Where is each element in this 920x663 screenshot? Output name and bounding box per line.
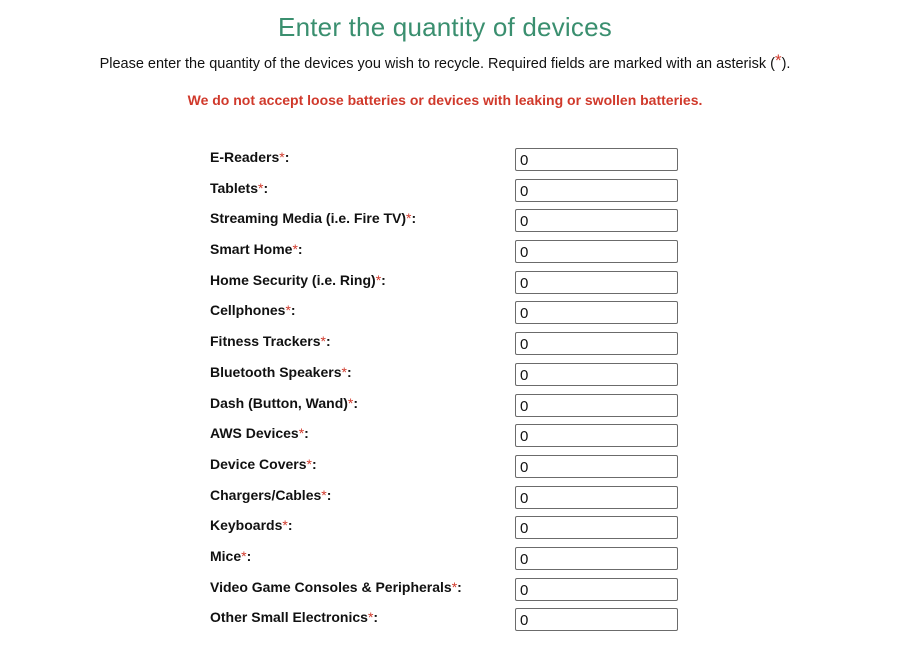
label-colon: :: [287, 517, 293, 534]
device-label-text: E-Readers: [210, 149, 280, 165]
quantity-input[interactable]: [515, 363, 678, 386]
quantity-input[interactable]: [515, 179, 678, 202]
device-label: [210, 272, 386, 288]
device-row: [210, 607, 680, 638]
device-label: [210, 333, 331, 349]
device-label: [210, 302, 296, 318]
quantity-input[interactable]: [515, 301, 678, 324]
device-label: [210, 149, 289, 165]
device-row: [210, 454, 680, 485]
device-label-text: Device Covers: [210, 455, 307, 472]
device-label-text: Keyboards: [210, 517, 283, 534]
device-label: [210, 548, 251, 564]
quantity-input[interactable]: [515, 608, 678, 631]
device-row: [210, 270, 680, 301]
device-row: [210, 423, 680, 454]
device-label-text: Chargers/Cables: [210, 486, 322, 503]
device-row: [210, 300, 680, 331]
required-asterisk: *: [285, 302, 291, 319]
device-label: [210, 579, 462, 595]
required-asterisk: *: [279, 149, 285, 165]
quantity-input[interactable]: [515, 516, 678, 539]
device-label-text: Other Small Electronics: [210, 609, 368, 626]
device-row: [210, 362, 680, 393]
device-quantity-form: [210, 147, 680, 638]
device-label-text: AWS Devices: [210, 425, 299, 442]
label-colon: :: [290, 302, 296, 319]
required-asterisk: *: [321, 486, 327, 503]
quantity-input[interactable]: [515, 271, 678, 294]
quantity-input[interactable]: [515, 394, 678, 417]
device-label-text: Dash (Button, Wand): [210, 394, 348, 411]
page-title: Enter the quantity of devices: [278, 12, 612, 42]
label-colon: :: [284, 149, 290, 165]
required-asterisk: *: [406, 210, 412, 227]
device-label-text: Fitness Trackers: [210, 333, 321, 350]
required-asterisk: *: [257, 179, 264, 196]
device-row: [210, 546, 680, 577]
quantity-input[interactable]: [515, 486, 678, 509]
device-row: [210, 393, 680, 424]
label-colon: :: [325, 333, 331, 350]
device-row: [210, 147, 680, 178]
battery-warning: We do not accept loose batteries or devices with leaking or swollen batteries.: [187, 92, 703, 108]
device-label-text: Bluetooth Speakers: [210, 363, 342, 380]
required-asterisk: *: [282, 517, 288, 534]
quantity-input[interactable]: [515, 240, 678, 263]
required-asterisk: *: [320, 333, 326, 350]
quantity-input[interactable]: [515, 209, 678, 232]
device-label-text: Mice: [210, 547, 242, 564]
device-row: [210, 208, 680, 239]
label-colon: :: [304, 425, 309, 442]
device-label: [210, 395, 358, 411]
label-colon: :: [346, 363, 352, 380]
device-label: [210, 609, 378, 625]
device-label: [210, 241, 303, 257]
quantity-input[interactable]: [515, 578, 678, 601]
required-asterisk: *: [298, 425, 305, 442]
device-row: [210, 331, 680, 362]
label-colon: :: [311, 455, 317, 472]
device-row: [210, 178, 680, 209]
required-asterisk: *: [306, 455, 312, 472]
device-row: [210, 485, 680, 516]
required-asterisk: *: [292, 241, 298, 258]
device-label-text: Tablets: [210, 179, 258, 196]
label-colon: :: [457, 578, 462, 595]
quantity-input[interactable]: [515, 424, 678, 447]
quantity-input[interactable]: [515, 332, 678, 355]
required-asterisk-example: *: [774, 51, 782, 70]
label-colon: :: [353, 394, 359, 411]
device-label: [210, 487, 331, 503]
device-label-text: Home Security (i.e. Ring): [210, 271, 376, 288]
label-colon: :: [246, 547, 252, 564]
required-asterisk: *: [375, 271, 382, 288]
device-label: [210, 364, 352, 380]
quantity-input[interactable]: [515, 547, 678, 570]
device-label: [210, 210, 416, 226]
device-label: [210, 180, 268, 196]
required-asterisk: *: [367, 609, 374, 626]
quantity-input[interactable]: [515, 148, 678, 171]
quantity-input[interactable]: [515, 455, 678, 478]
device-label: [210, 425, 309, 441]
device-label-text: Streaming Media (i.e. Fire TV): [210, 210, 407, 227]
instructions-text-after: ).: [781, 56, 791, 72]
instructions-text: [0, 51, 890, 72]
instructions-text-before: Please enter the quantity of the devices you wish to recycle. Required fields are marked with an asterisk (: [99, 56, 775, 72]
label-colon: :: [381, 271, 386, 288]
label-colon: :: [326, 486, 332, 503]
label-colon: :: [373, 609, 379, 626]
label-colon: :: [263, 179, 269, 196]
device-label: [210, 456, 317, 472]
device-row: [210, 577, 680, 608]
required-asterisk: *: [241, 547, 247, 564]
device-label-text: Video Game Consoles & Peripherals: [210, 578, 452, 595]
device-row: [210, 239, 680, 270]
device-label-text: Cellphones: [210, 302, 286, 319]
device-label-text: Smart Home: [210, 241, 293, 258]
required-asterisk: *: [347, 394, 354, 411]
label-colon: :: [297, 241, 303, 258]
required-asterisk: *: [451, 578, 458, 595]
required-asterisk: *: [341, 363, 347, 380]
device-row: [210, 515, 680, 546]
device-label: [210, 517, 292, 533]
label-colon: :: [411, 210, 417, 227]
